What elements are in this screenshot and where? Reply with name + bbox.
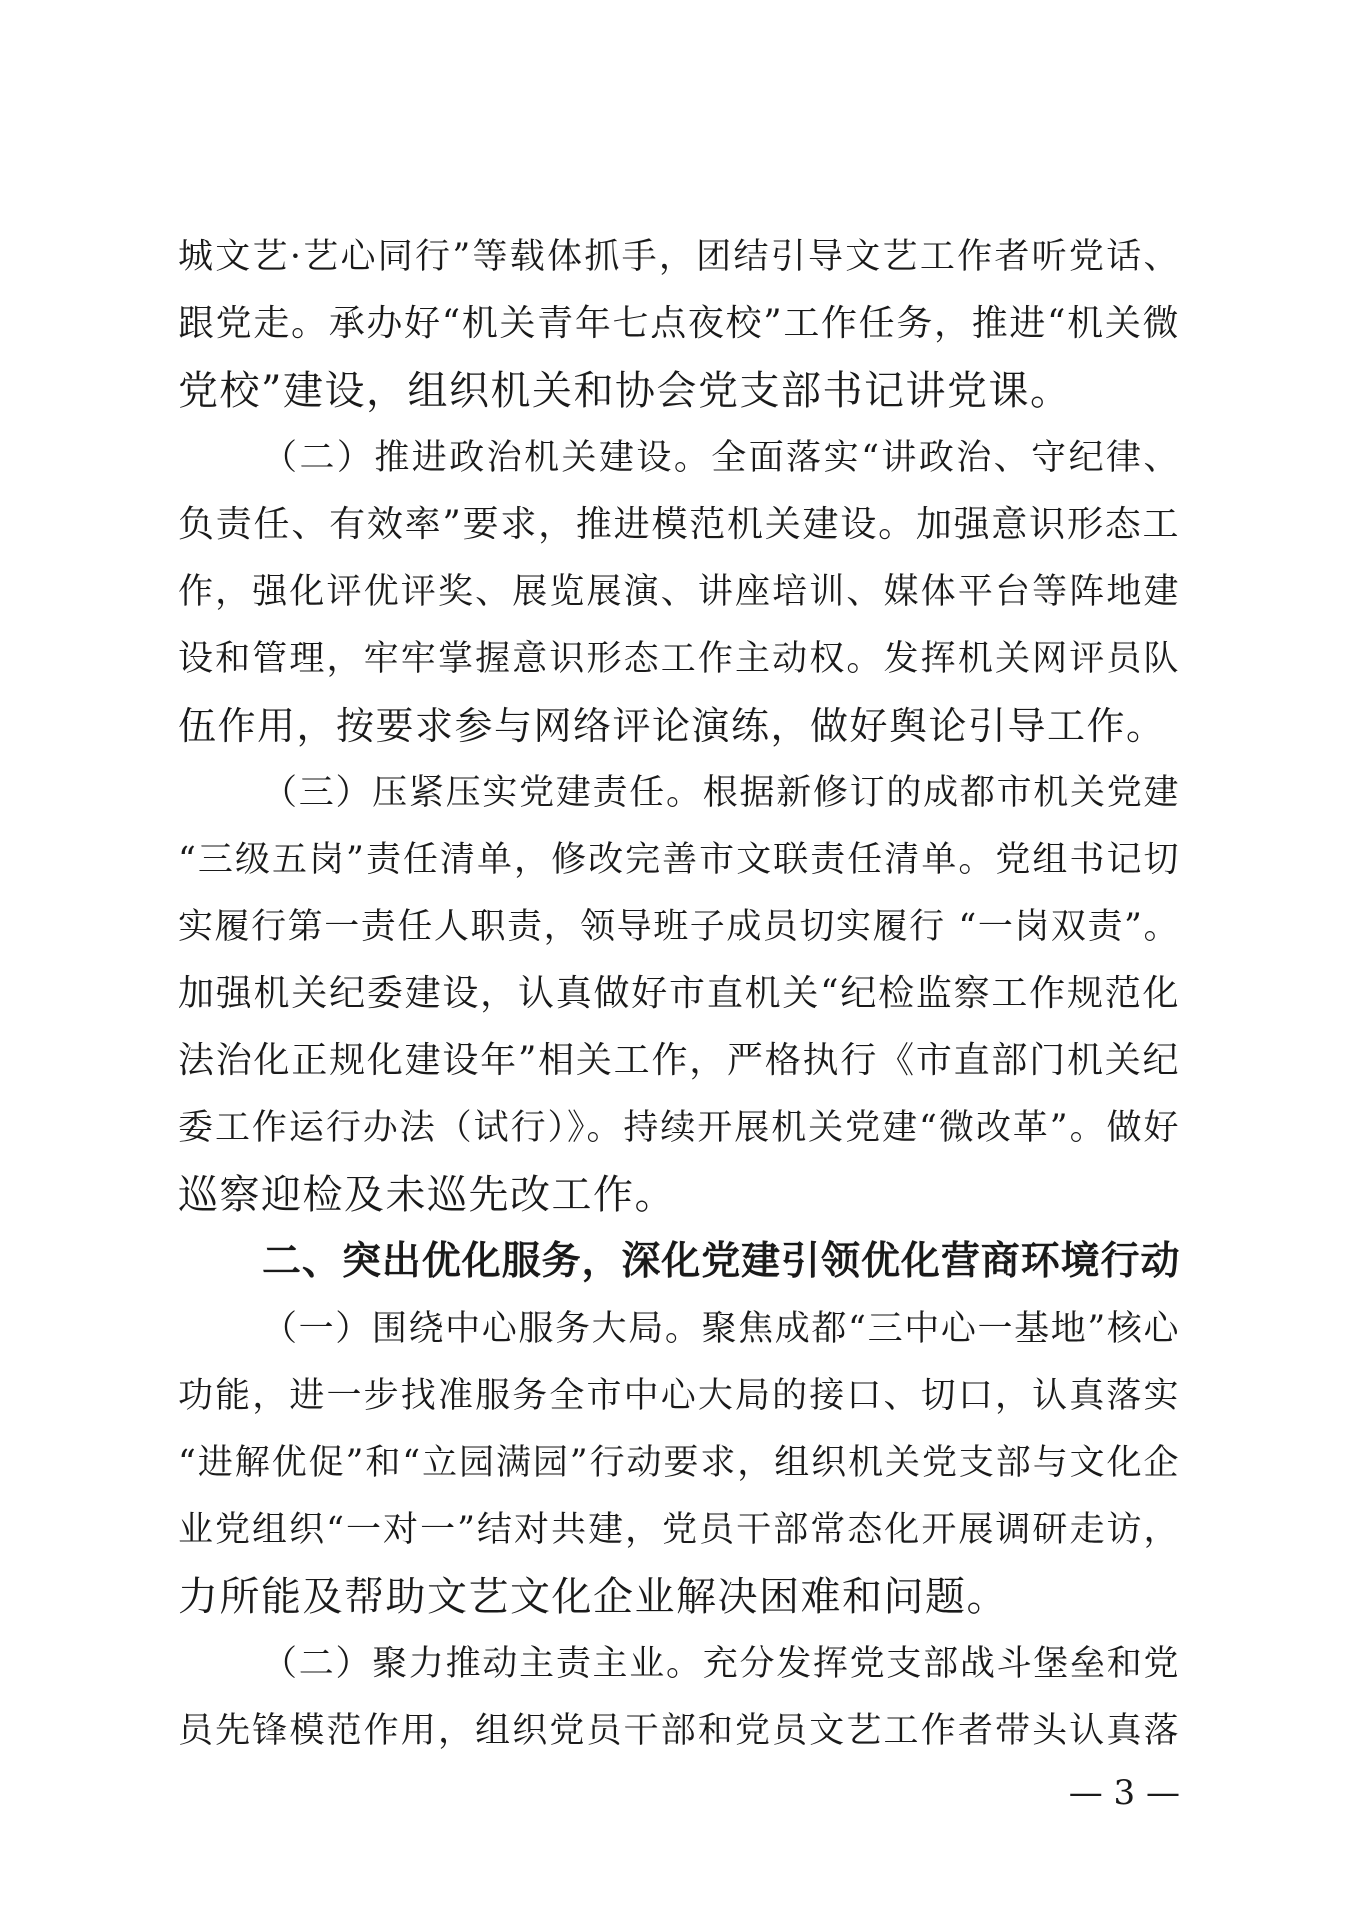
text-line: 跟党走。承办好“机关青年七点夜校”工作任务，推进“机关微 — [178, 303, 1180, 344]
text-line: 巡察迎检及未巡先改工作。 — [178, 1172, 676, 1218]
text-line: 功能，进一步找准服务全市中心大局的接口、切口，认真落实 — [178, 1376, 1180, 1416]
text-line: 委工作运行办法（试行）》。持续开展机关党建“微改革”。做好 — [178, 1108, 1180, 1148]
text-line: 员先锋模范作用，组织党员干部和党员文艺工作者带头认真落 — [178, 1711, 1180, 1751]
text-line: 党校”建设，组织机关和协会党支部书记讲党课。 — [178, 368, 1072, 414]
page-number: — 3 — — [1068, 1773, 1180, 1813]
text-line: 加强机关纪委建设，认真做好市直机关“纪检监察工作规范化 — [178, 973, 1180, 1014]
text-line: 法治化正规化建设年”相关工作，严格执行《市直部门机关纪 — [178, 1040, 1180, 1081]
text-line: 城文艺·艺心同行”等载体抓手，团结引导文艺工作者听党话、 — [178, 237, 1180, 277]
text-line: 实履行第一责任人职责，领导班子成员切实履行 “一岗双责”。 — [178, 907, 1180, 947]
text-line: 力所能及帮助文艺文化企业解决困难和问题。 — [178, 1574, 1008, 1620]
section-heading: 二、突出优化服务，深化党建引领优化营商环境行动 — [262, 1239, 1180, 1284]
text-line: 设和管理，牢牢掌握意识形态工作主动权。发挥机关网评员队 — [178, 639, 1180, 679]
text-line: （二）推进政治机关建设。全面落实“讲政治、守纪律、 — [262, 438, 1180, 478]
text-line: （一）围绕中心服务大局。聚焦成都“三中心一基地”核心 — [262, 1309, 1180, 1349]
text-line: （二）聚力推动主责主业。充分发挥党支部战斗堡垒和党 — [262, 1644, 1180, 1684]
text-line: “进解优促”和“立园满园”行动要求，组织机关党支部与文化企 — [178, 1443, 1180, 1483]
text-line: 业党组织“一对一”结对共建，党员干部常态化开展调研走访， — [178, 1510, 1180, 1550]
text-line: 作，强化评优评奖、展览展演、讲座培训、媒体平台等阵地建 — [178, 572, 1180, 612]
text-line: 伍作用，按要求参与网络评论演练，做好舆论引导工作。 — [178, 704, 1166, 748]
text-line: “三级五岗”责任清单，修改完善市文联责任清单。党组书记切 — [178, 840, 1180, 880]
text-line: 负责任、有效率”要求，推进模范机关建设。加强意识形态工 — [178, 504, 1180, 545]
text-line: （三）压紧压实党建责任。根据新修订的成都市机关党建 — [262, 773, 1180, 813]
